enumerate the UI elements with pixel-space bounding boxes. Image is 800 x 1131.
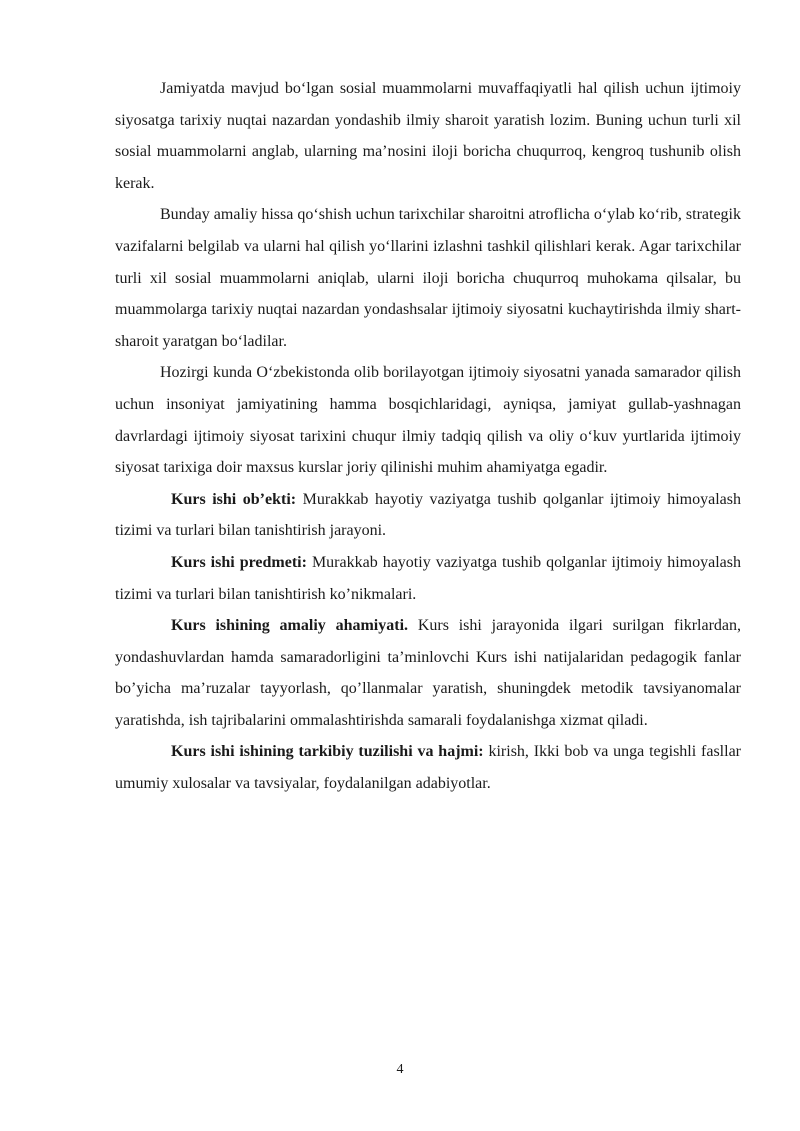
paragraph-3: Hozirgi kunda Oʻzbekistonda olib borilayotgan ijtimoiy siyosatni yanada samarador qilish uchun insoniyat jamiyatining hamma bosqichlaridagi, ayniqsa, jamiyat gullab-yashnagan davrlardagi ijtimoiy siyosat tarixini chuqur ilmiy tadqiq qilish va oliy oʻkuv yurtlarida ijtimoiy siyosat tarixiga doir maxsus kurslar joriy qilinishi muhim ahamiyatga egadir. bbox=[115, 364, 741, 477]
section-practical-significance bbox=[115, 610, 741, 736]
section-subject bbox=[115, 547, 741, 610]
section-subject-label: Kurs ishi predmeti: bbox=[171, 553, 307, 571]
section-structure-label: Kurs ishi ishining tarkibiy tuzilishi va hajmi: bbox=[171, 743, 484, 761]
paragraph-1: Jamiyatda mavjud boʻlgan sosial muammolarni muvaffaqiyatli hal qilish uchun ijtimoiy siyosatga tarixiy nuqtai nazardan yondashib ilmiy sharoit yaratish lozim. Buning uchun turli xil sosial muammolarni anglab, ularning maʼnosini iloji boricha chuqurroq, kengroq tushunib olish kerak. bbox=[115, 80, 741, 192]
section-practical-significance-label: Kurs ishining amaliy ahamiyati. bbox=[171, 617, 409, 635]
section-structure-text: kirish, Ikki bob va unga tegishli fasllar umumiy xulosalar va tavsiyalar, foydalanilgan adabiyotlar. bbox=[115, 743, 741, 793]
section-object-text: Murakkab hayotiy vaziyatga tushib qolganlar ijtimoiy himoyalash tizimi va turlari bilan tanishtirish jarayoni. bbox=[115, 490, 742, 540]
document-page bbox=[115, 73, 741, 800]
page-number: 4 bbox=[396, 1062, 404, 1077]
section-object-label: Kurs ishi ob’ekti: bbox=[171, 490, 297, 508]
paragraph-2: Bunday amaliy hissa qoʻshish uchun tarixchilar sharoitni atroflicha oʻylab koʻrib, strategik vazifalarni belgilab va ularni hal qilish yoʻllarini izlashni tashkil qilishlari kerak. Agar tarixchilar turli xil sosial muammolarni aniqlab, ularni iloji boricha chuqurroq muhokama qilsalar, bu muammolarga tarixiy nuqtai nazardan yondashsalar ijtimoiy siyosatni kuchaytirishda ilmiy shart-sharoit yaratgan boʻladilar. bbox=[115, 206, 741, 350]
section-structure bbox=[115, 736, 741, 799]
section-object bbox=[115, 484, 741, 547]
section-subject-text: Murakkab hayotiy vaziyatga tushib qolganlar ijtimoiy himoyalash tizimi va turlari bilan tanishtirish ko’nikmalari. bbox=[115, 553, 741, 603]
section-practical-significance-text: Kurs ishi jarayonida ilgari surilgan fikrlardan, yondashuvlardan hamda samaradorligini ta’minlovchi Kurs ishi natijalaridan pedagogik fanlar bo’yicha ma’ruzalar tayyorlash, qo’llanmalar yaratish, shuningdek metodik tavsiyanomalar yaratishda, ish tajribalarini ommalashtirishda samarali foydalanishga xizmat qiladi. bbox=[115, 617, 742, 729]
